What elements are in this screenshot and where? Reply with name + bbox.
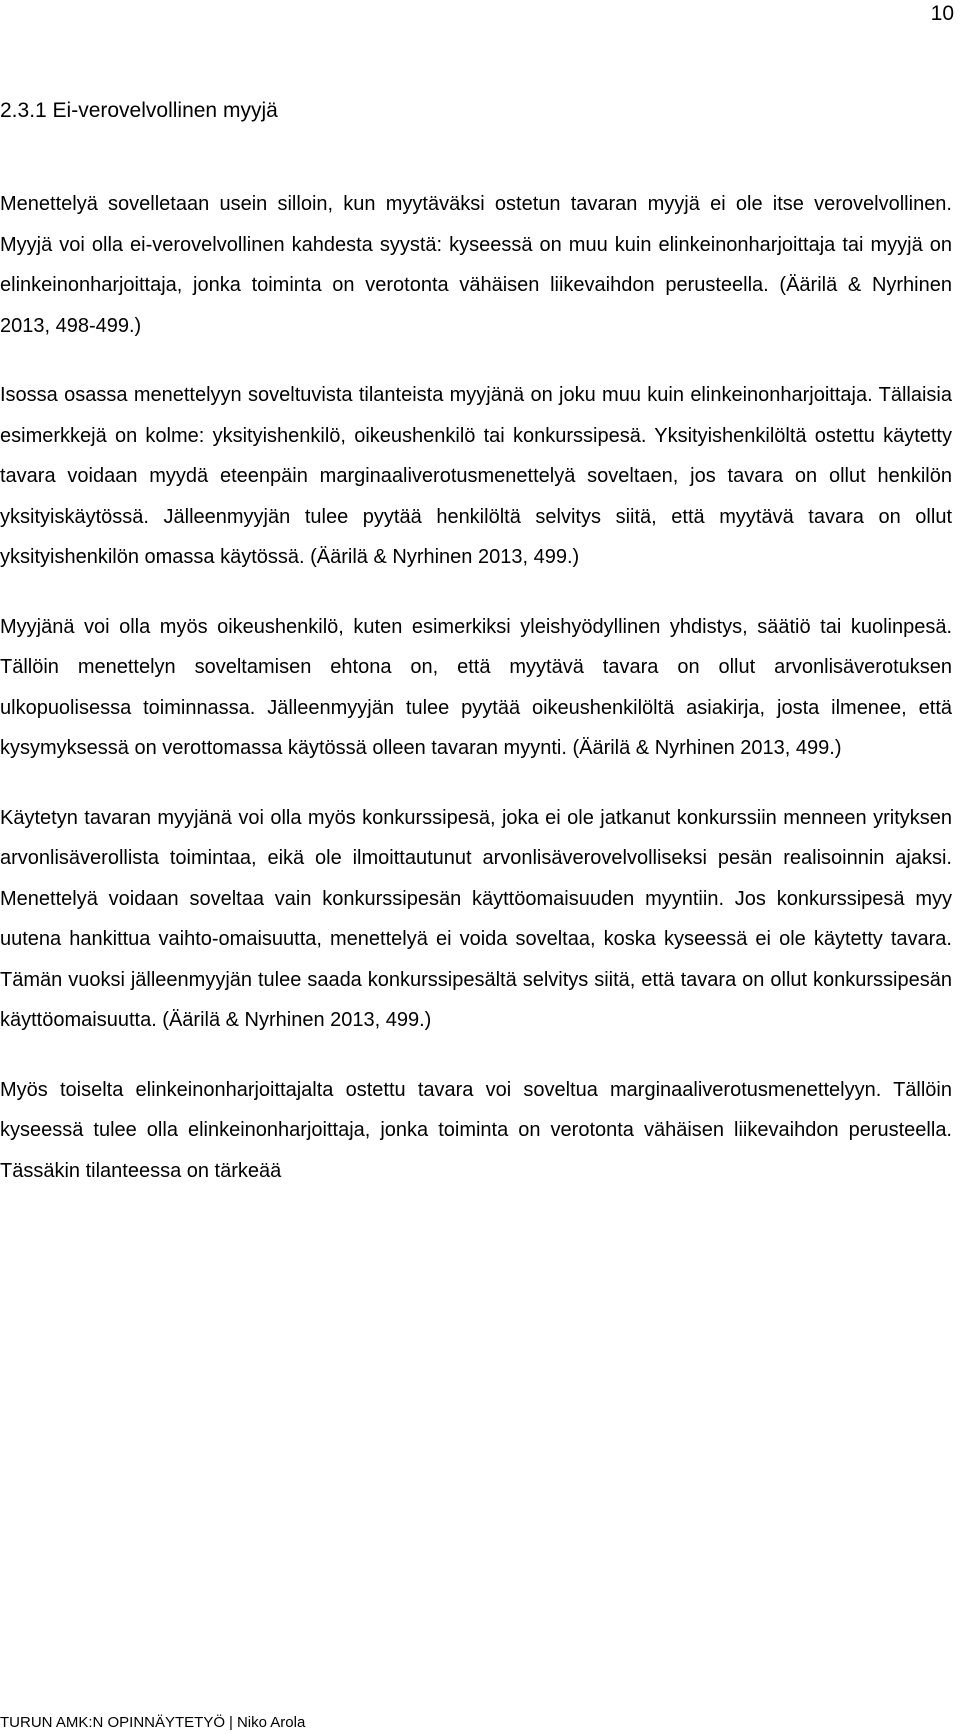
section-heading: 2.3.1 Ei-verovelvollinen myyjä bbox=[0, 99, 278, 122]
page-footer bbox=[0, 1714, 305, 1732]
paragraph-2: Isossa osassa menettelyyn soveltuvista tilanteista myyjänä on joku muu kuin elinkeinonharjoittaja. Tällaisia esimerkkejä on kolme: yksityishenkilö, oikeushenkilö tai konkurssipesä. Yksityishenkilöltä ostettu käytetty tavara voidaan myydä eteenpäin marginaaliverotusmenettelyä soveltaen, jos tavara on ollut henkilön yksityiskäytössä. Jälleenmyyjän tulee pyytää henkilöltä selvitys siitä, että myytävä tavara on ollut yksityishenkilön omassa käytössä. (Äärilä & Nyrhinen 2013, 499.) bbox=[0, 384, 952, 568]
paragraph-4: Käytetyn tavaran myyjänä voi olla myös konkurssipesä, joka ei ole jatkanut konkurssiin menneen yrityksen arvonlisäverollista toimintaa, eikä ole ilmoittautunut arvonlisäverovelvolliseksi pesän realisoinnin ajaksi. Menettelyä voidaan soveltaa vain konkurssipesän käyttöomaisuuden myyntiin. Jos konkurssipesä myy uutena hankittua vaihto-omaisuutta, menettelyä ei voida soveltaa, koska kyseessä ei ole käytetty tavara. Tämän vuoksi jälleenmyyjän tulee saada konkurssipesältä selvitys siitä, että tavara on ollut konkurssipesän käyttöomaisuutta. (Äärilä & Nyrhinen 2013, 499.) bbox=[0, 806, 952, 1031]
footer-author: Niko Arola bbox=[236, 1714, 306, 1731]
paragraph-1: Menettelyä sovelletaan usein silloin, kun myytäväksi ostetun tavaran myyjä ei ole itse verovelvollinen. Myyjä voi olla ei-verovelvollinen kahdesta syystä: kyseessä on muu kuin elinkeinonharjoittaja tai myyjä on elinkeinonharjoittaja, jonka toiminta on verotonta vähäisen liikevaihdon perusteella. (Äärilä & Nyrhinen 2013, 498-499.) bbox=[0, 193, 952, 337]
body-text bbox=[0, 184, 952, 1220]
page-number: 10 bbox=[930, 2, 954, 25]
paragraph-5: Myös toiselta elinkeinonharjoittajalta ostettu tavara voi soveltua marginaaliverotusmenettelyyn. Tällöin kyseessä tulee olla elinkeinonharjoittaja, jonka toiminta on verotonta vähäisen liikevaihdon perusteella. Tässäkin tilanteessa on tärkeää bbox=[0, 1078, 952, 1182]
footer-institution: TURUN AMK:N OPINNÄYTETYÖ bbox=[0, 1714, 226, 1731]
footer-separator: | bbox=[229, 1714, 233, 1731]
paragraph-3: Myyjänä voi olla myös oikeushenkilö, kuten esimerkiksi yleishyödyllinen yhdistys, säätiö tai kuolinpesä. Tällöin menettelyn soveltamisen ehtona on, että myytävä tavara on ollut arvonlisäverotuksen ulkopuolisessa toiminnassa. Jälleenmyyjän tulee pyytää oikeushenkilöltä asiakirja, josta ilmenee, että kysymyksessä on verottomassa käytössä olleen tavaran myynti. (Äärilä & Nyrhinen 2013, 499.) bbox=[0, 615, 952, 759]
